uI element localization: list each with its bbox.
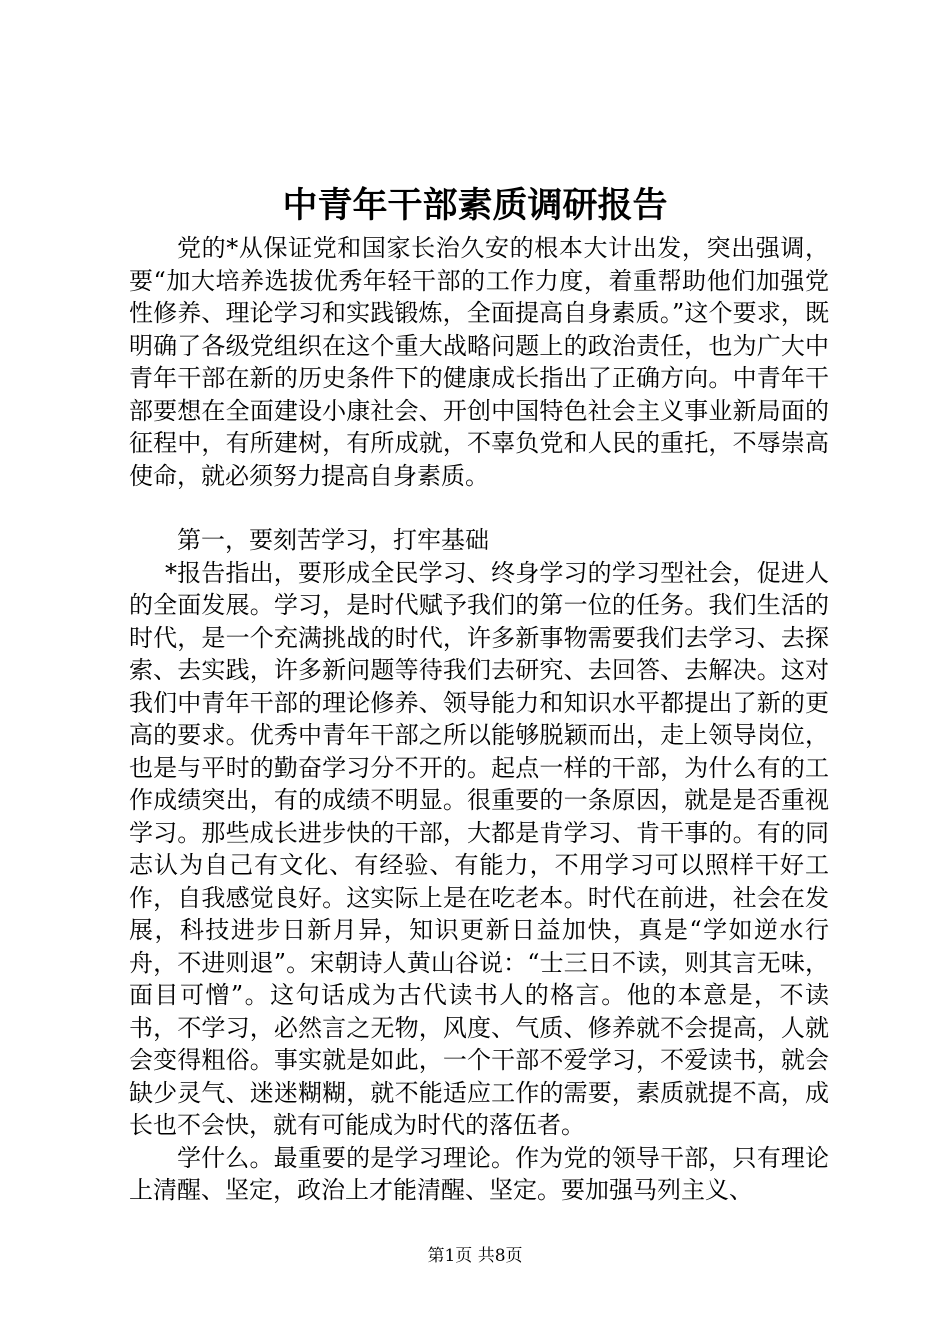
body-paragraph: *报告指出，要形成全民学习、终身学习的学习型社会，促进人的全面发展。学习，是时代赋予我们的第一位的任务。我们生活的时代，是一个充满挑战的时代，许多新事物需要我们去学习、去探索、去实践，许多新问题等待我们去研究、去回答、去解决。这对我们中青年干部的理论修养、领导能力和知识水平都提出了新的更高的要求。优秀中青年干部之所以能够脱颖而出，走上领导岗位，也是与平时的勤奋学习分不开的。起点一样的干部，为什么有的工作成绩突出，有的成绩不明显。很重要的一条原因，就是是否重视学习。那些成长进步快的干部，大都是肯学习、肯干事的。有的同志认为自己有文化、有经验、有能力，不用学习可以照样干好工作，自我感觉良好。这实际上是在吃老本。时代在前进，社会在发展，科技进步日新月异，知识更新日益加快，真是“学如逆水行舟，不进则退”。宋朝诗人黄山谷说：“士三日不读，则其言无味，面目可憎”。这句话成为古代读书人的格言。他的本意是，不读书，不学习，必然言之无物，风度、气质、修养就不会提高，人就会变得粗俗。事实就是如此，一个干部不爱学习，不爱读书，就会缺少灵气、迷迷糊糊，就不能适应工作的需要，素质就提不高，成长也不会快，就有可能成为时代的落伍者。 <box>129 558 829 1139</box>
section-heading: 第一，要刻苦学习，打牢基础 <box>177 526 489 554</box>
page-number: 第1页 共8页 <box>427 1246 523 1266</box>
intro-paragraph: 党的*从保证党和国家长治久安的根本大计出发，突出强调，要“加大培养选拔优秀年轻干部的工作力度，着重帮助他们加强党性修养、理论学习和实践锻炼，全面提高自身素质。”这个要求，既明确了各级党组织在这个重大战略问题上的政治责任，也为广大中青年干部在新的历史条件下的健康成长指出了正确方向。中青年干部要想在全面建设小康社会、开创中国特色社会主义事业新局面的征程中，有所建树，有所成就，不辜负党和人民的重托，不辱崇高使命，就必须努力提高自身素质。 <box>129 234 829 490</box>
body-paragraph: 学什么。最重要的是学习理论。作为党的领导干部，只有理论上清醒、坚定，政治上才能清醒、坚定。要加强马列主义、 <box>129 1143 829 1204</box>
document-title: 中青年干部素质调研报告 <box>282 185 668 226</box>
document-body <box>129 232 829 1207</box>
